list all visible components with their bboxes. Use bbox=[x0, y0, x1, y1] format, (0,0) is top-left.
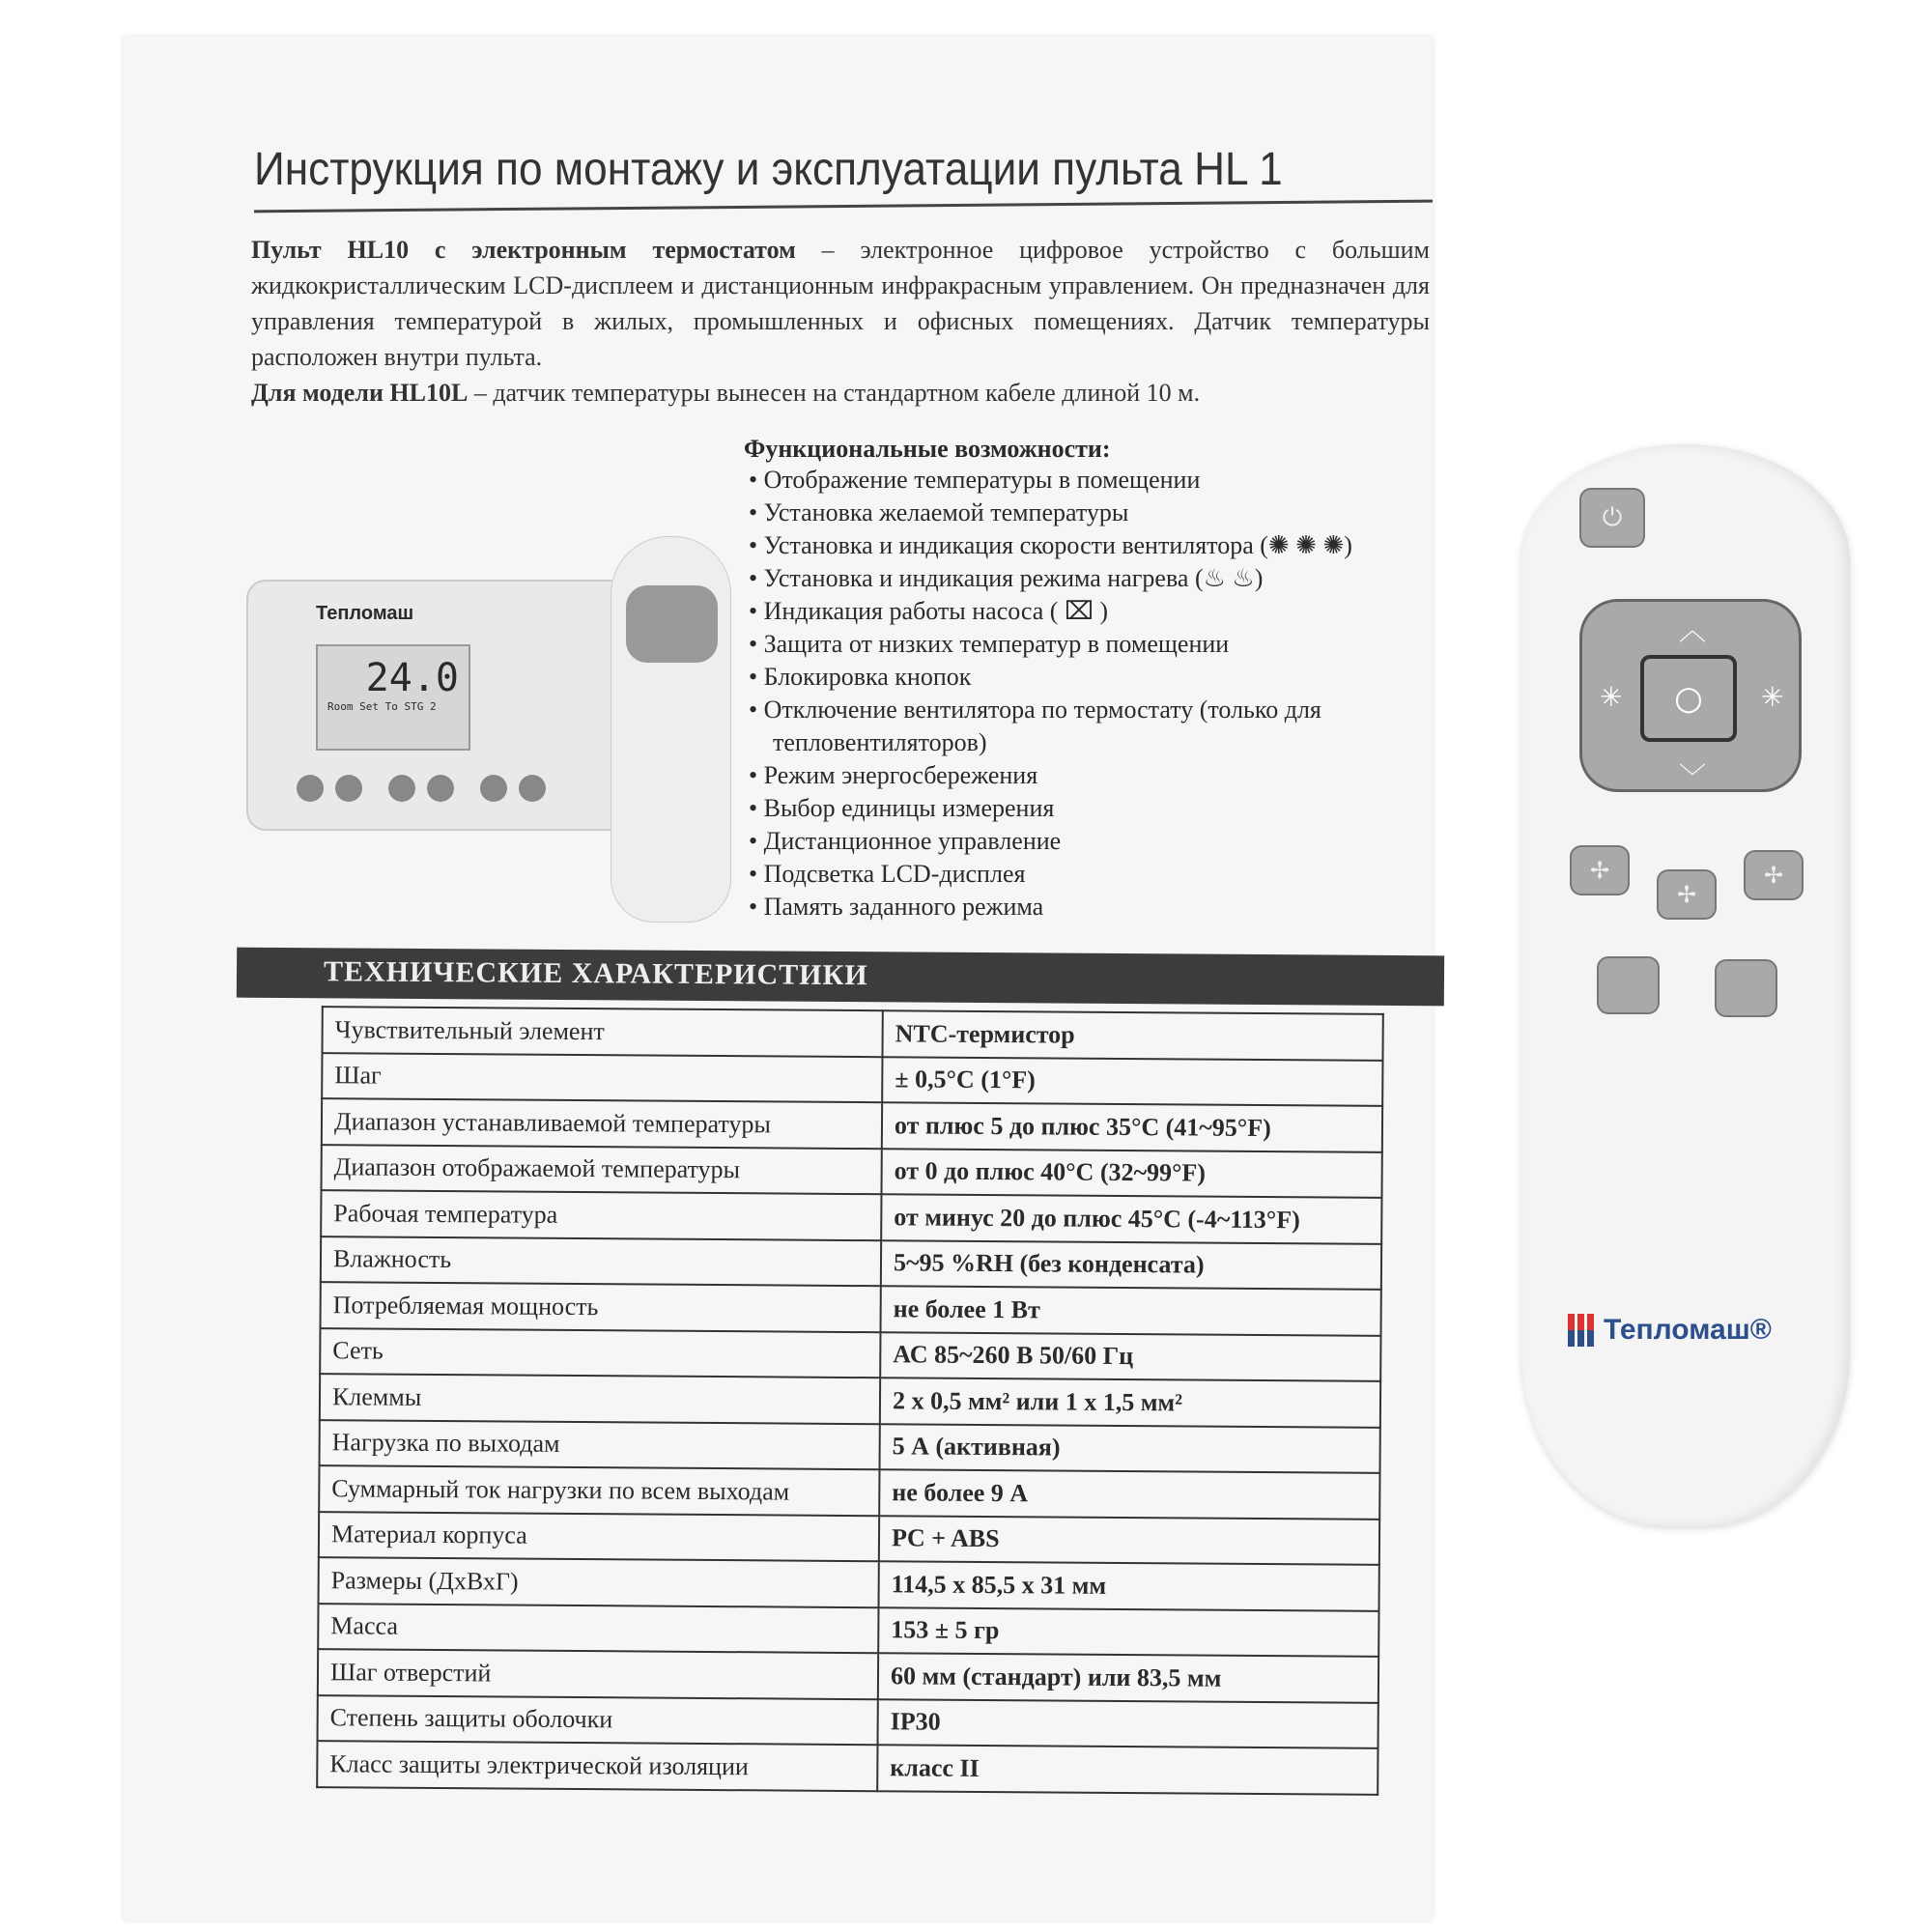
spec-value: IP30 bbox=[878, 1699, 1378, 1748]
feature-item: • Выбор единицы измерения bbox=[773, 792, 1439, 825]
spec-name: Влажность bbox=[321, 1236, 881, 1287]
table-row bbox=[319, 1557, 1379, 1610]
thermostat-button bbox=[427, 775, 454, 802]
model-bold: Для модели HL10L bbox=[251, 379, 469, 407]
ok-button[interactable]: ○ bbox=[1640, 655, 1737, 742]
spec-name: Диапазон отображаемой температуры bbox=[322, 1145, 882, 1195]
feature-item: • Дистанционное управление bbox=[773, 825, 1439, 858]
table-row bbox=[320, 1328, 1380, 1381]
thermostat-button bbox=[335, 775, 362, 802]
spec-name: Масса bbox=[318, 1604, 878, 1654]
intro-text: – электронное цифровое устройство с большим жидкокристаллическим LCD-дисплеем и дистанционным инфракрасным управлением. Он предназначен для управления температурой в жилых, промышленных и офисных помещениях. Датчик температуры расположен внутри пульта. bbox=[251, 236, 1430, 371]
spec-value: 5~95 %RH (без конденсата) bbox=[881, 1240, 1381, 1290]
thermostat-button bbox=[519, 775, 546, 802]
fan-icon: ✢ bbox=[1589, 857, 1610, 884]
up-arrow-icon[interactable]: ︿ bbox=[1679, 614, 1707, 646]
feature-item: • Установка желаемой температуры bbox=[773, 497, 1439, 529]
fan-low-button[interactable] bbox=[1570, 845, 1630, 895]
table-row bbox=[318, 1604, 1378, 1657]
spec-value: ± 0,5°С (1°F) bbox=[882, 1057, 1382, 1106]
table-row bbox=[319, 1465, 1379, 1519]
spec-value: 2 х 0,5 мм² или 1 х 1,5 мм² bbox=[880, 1378, 1380, 1427]
spec-name: Шаг bbox=[322, 1053, 882, 1103]
logo-mark-icon bbox=[1568, 1314, 1594, 1347]
spec-name: Степень защиты оболочки bbox=[318, 1695, 878, 1746]
brand-logo bbox=[1568, 1314, 1772, 1347]
spec-name: Диапазон устанавливаемой температуры bbox=[322, 1098, 882, 1149]
spec-name: Суммарный ток нагрузки по всем выходам bbox=[319, 1465, 879, 1516]
table-row bbox=[322, 1145, 1382, 1198]
table-row bbox=[318, 1649, 1378, 1702]
thermostat-button bbox=[480, 775, 507, 802]
spec-name: Клеммы bbox=[320, 1374, 880, 1424]
feature-item: • Подсветка LCD-дисплея bbox=[773, 858, 1439, 891]
fan-icon: ✢ bbox=[1763, 862, 1784, 889]
table-row bbox=[320, 1374, 1380, 1427]
feature-item: • Режим энергосбережения bbox=[773, 759, 1439, 792]
spec-name: Чувствительный элемент bbox=[323, 1007, 883, 1057]
spec-name: Материал корпуса bbox=[319, 1512, 879, 1562]
table-row bbox=[320, 1420, 1380, 1473]
spec-value: АС 85~260 В 50/60 Гц bbox=[880, 1332, 1380, 1381]
navigation-pad bbox=[1579, 599, 1802, 792]
spec-value: 60 мм (стандарт) или 83,5 мм bbox=[878, 1653, 1378, 1702]
table-row bbox=[317, 1741, 1378, 1794]
specs-heading-text: ТЕХНИЧЕСКИЕ ХАРАКТЕРИСТИКИ bbox=[323, 955, 868, 992]
lcd-value: 24.0 bbox=[365, 656, 459, 700]
fan-icon: ✢ bbox=[1676, 881, 1697, 908]
spec-value: 153 ± 5 гр bbox=[878, 1607, 1378, 1657]
specs-heading bbox=[237, 948, 1444, 1007]
thermostat-lcd bbox=[316, 644, 470, 751]
lcd-labels: Room Set To STG 2 bbox=[327, 700, 437, 713]
remote-pad bbox=[626, 585, 718, 663]
fan-medium-button[interactable] bbox=[1657, 869, 1717, 920]
fan-high-button[interactable] bbox=[1744, 850, 1804, 900]
table-row bbox=[321, 1190, 1381, 1243]
power-icon: ⏻ bbox=[1602, 502, 1623, 532]
spec-value: 5 А (активная) bbox=[880, 1424, 1380, 1473]
table-row bbox=[318, 1695, 1378, 1748]
features-list bbox=[763, 464, 1439, 923]
function-button-left[interactable] bbox=[1597, 956, 1660, 1014]
remote-image-small bbox=[611, 536, 731, 923]
spec-name: Размеры (ДхВхГ) bbox=[319, 1557, 879, 1607]
spec-name: Потребляемая мощность bbox=[321, 1282, 881, 1332]
spec-value: от минус 20 до плюс 45°С (-4~113°F) bbox=[881, 1194, 1381, 1243]
table-row bbox=[319, 1512, 1379, 1565]
spec-name: Сеть bbox=[320, 1328, 880, 1378]
intro-paragraph bbox=[251, 232, 1430, 411]
page-title: Инструкция по монтажу и эксплуатации пульта HL 1 bbox=[254, 144, 1283, 195]
table-row bbox=[321, 1236, 1381, 1290]
spec-value: от 0 до плюс 40°С (32~99°F) bbox=[881, 1149, 1381, 1198]
thermostat-button bbox=[388, 775, 415, 802]
table-row bbox=[323, 1007, 1383, 1060]
function-button-right[interactable] bbox=[1715, 959, 1777, 1017]
spec-value: не более 1 Вт bbox=[880, 1286, 1380, 1335]
spec-name: Нагрузка по выходам bbox=[320, 1420, 880, 1470]
thermostat-button bbox=[297, 775, 324, 802]
power-button[interactable] bbox=[1579, 488, 1645, 548]
spec-value: не более 9 А bbox=[879, 1469, 1379, 1519]
specs-table bbox=[316, 1006, 1384, 1795]
feature-item: • Установка и индикация режима нагрева (♨ ♨) bbox=[773, 562, 1439, 595]
remote-control bbox=[1521, 444, 1850, 1526]
feature-item: • Отключение вентилятора по термостату (только для тепловентиляторов) bbox=[773, 694, 1439, 759]
spec-name: Класс защиты электрической изоляции bbox=[317, 1741, 877, 1791]
features-title: Функциональные возможности: bbox=[744, 435, 1111, 463]
feature-item: • Память заданного режима bbox=[773, 891, 1439, 923]
spec-value: класс II bbox=[877, 1745, 1378, 1794]
spec-value: от плюс 5 до плюс 35°С (41~95°F) bbox=[882, 1102, 1382, 1151]
feature-item: • Блокировка кнопок bbox=[773, 661, 1439, 694]
feature-item: • Отображение температуры в помещении bbox=[773, 464, 1439, 497]
feature-item: • Защита от низких температур в помещении bbox=[773, 628, 1439, 661]
spec-name: Шаг отверстий bbox=[318, 1649, 878, 1699]
table-row bbox=[321, 1282, 1381, 1335]
model-text: – датчик температуры вынесен на стандартном кабеле длиной 10 м. bbox=[468, 379, 1201, 407]
thermostat-brand: Тепломаш bbox=[316, 603, 414, 624]
table-row bbox=[322, 1098, 1382, 1151]
brightness-down-icon[interactable]: ✳ bbox=[1600, 681, 1623, 713]
down-arrow-icon[interactable]: ﹀ bbox=[1679, 761, 1707, 793]
spec-value: PC + ABS bbox=[879, 1516, 1379, 1565]
table-row bbox=[322, 1053, 1382, 1106]
brightness-up-icon[interactable]: ✳ bbox=[1761, 681, 1784, 713]
feature-item: • Установка и индикация скорости вентилятора (✺ ✺ ✺) bbox=[773, 529, 1439, 562]
brand-name: Тепломаш® bbox=[1604, 1314, 1772, 1346]
spec-name: Рабочая температура bbox=[321, 1190, 881, 1240]
intro-bold: Пульт HL10 с электронным термостатом bbox=[251, 236, 796, 264]
feature-item: • Индикация работы насоса ( ⌧ ) bbox=[773, 595, 1439, 628]
spec-value: 114,5 х 85,5 х 31 мм bbox=[879, 1561, 1379, 1610]
spec-value: NTC-термистор bbox=[882, 1010, 1382, 1060]
